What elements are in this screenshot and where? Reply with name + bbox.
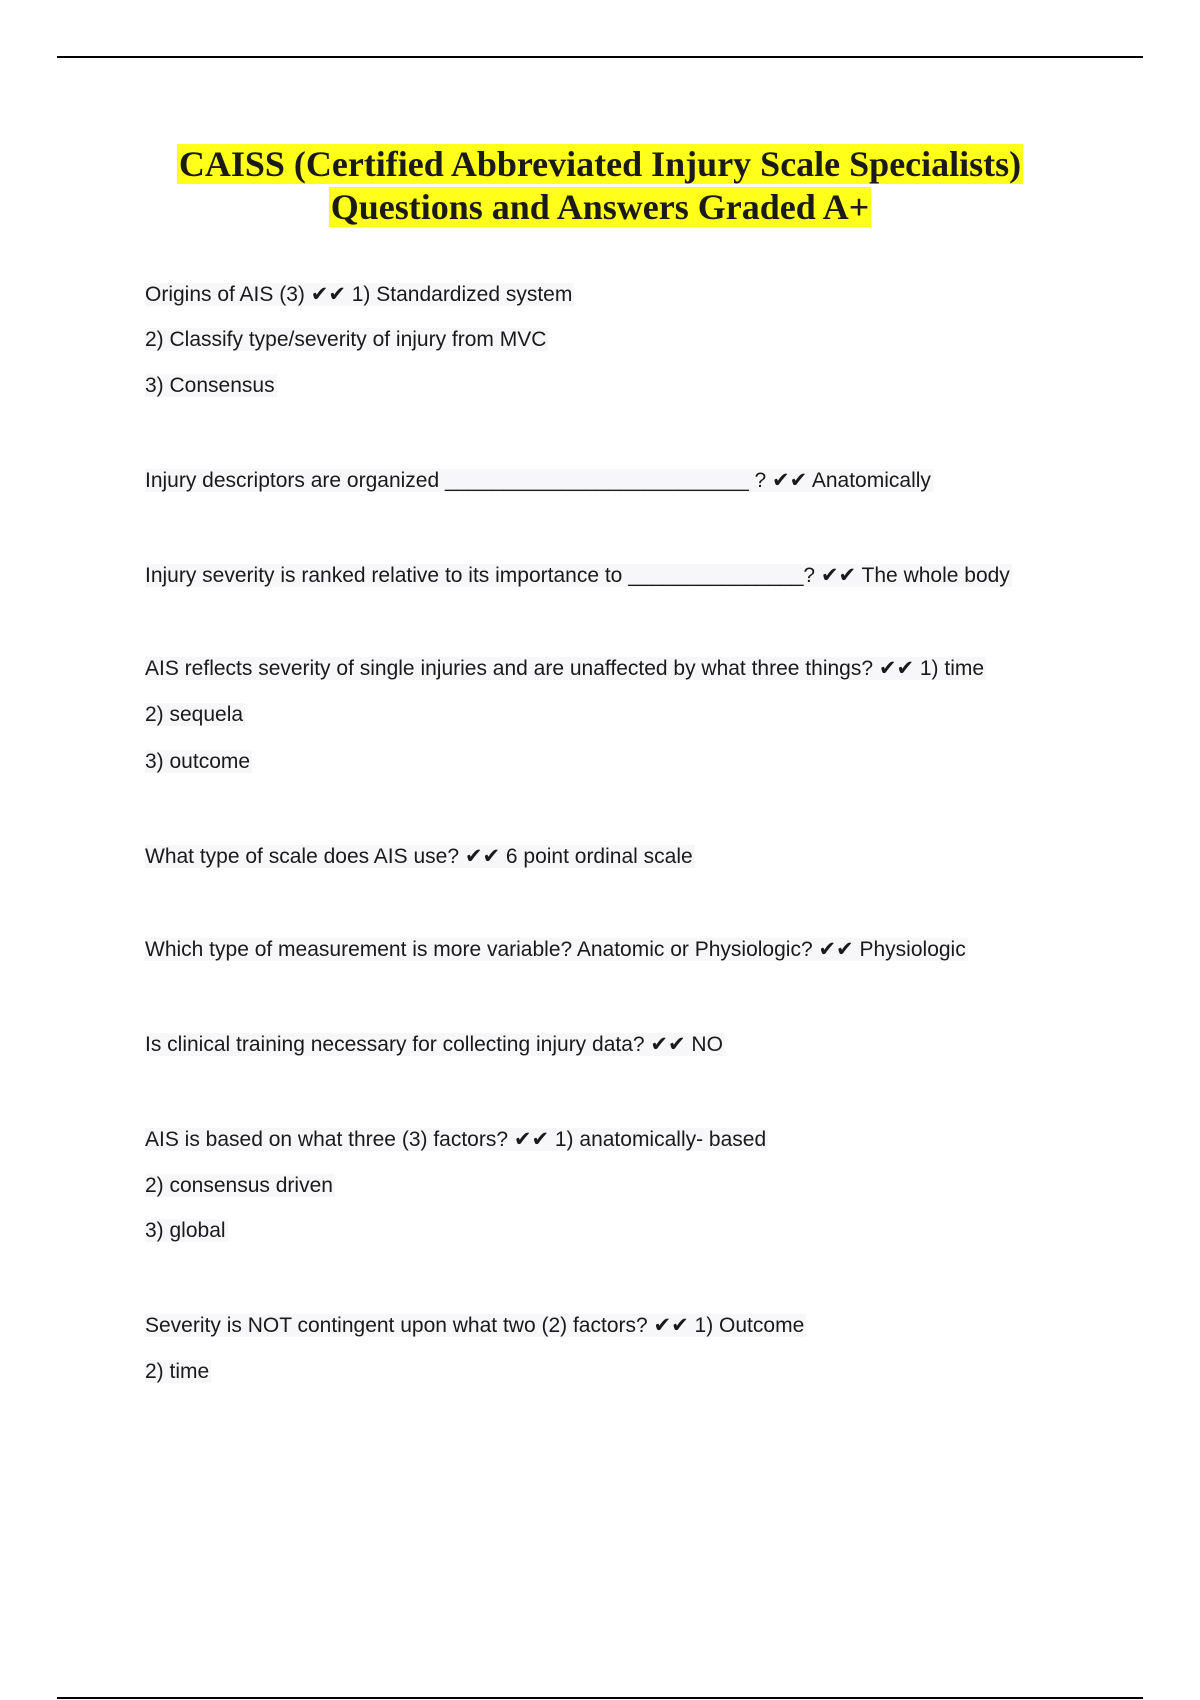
qa-line-9: What type of scale does AIS use? ✔✔ 6 point ordinal scale: [145, 845, 693, 868]
title-line-2: Questions and Answers Graded A+: [330, 187, 870, 227]
qa-line-5: Injury severity is ranked relative to its importance to _______________? ✔✔ The whole body: [145, 564, 1010, 587]
qa-line-8: 3) outcome: [145, 750, 251, 773]
qa-line-3: 3) Consensus: [145, 374, 275, 397]
qa-line-14: 3) global: [145, 1219, 226, 1242]
qa-line-4: Injury descriptors are organized __________________________ ? ✔✔ Anatomically: [145, 469, 931, 492]
qa-line-11: Is clinical training necessary for collecting injury data? ✔✔ NO: [145, 1033, 723, 1056]
qa-line-13: 2) consensus driven: [145, 1174, 333, 1197]
qa-line-1: Origins of AIS (3) ✔✔ 1) Standardized system: [145, 283, 573, 306]
top-rule: [57, 56, 1143, 58]
qa-line-6: AIS reflects severity of single injuries and are unaffected by what three things? ✔✔ 1) time: [145, 657, 985, 680]
qa-line-16: 2) time: [145, 1360, 210, 1383]
qa-line-12: AIS is based on what three (3) factors? ✔✔ 1) anatomically- based: [145, 1128, 767, 1151]
qa-line-7: 2) sequela: [145, 703, 244, 726]
document-title: [0, 143, 1200, 229]
title-line-1: CAISS (Certified Abbreviated Injury Scale Specialists): [178, 144, 1022, 184]
qa-line-10: Which type of measurement is more variable? Anatomic or Physiologic? ✔✔ Physiologic: [145, 938, 966, 961]
bottom-rule: [57, 1697, 1143, 1699]
qa-line-15: Severity is NOT contingent upon what two (2) factors? ✔✔ 1) Outcome: [145, 1314, 805, 1337]
qa-line-2: 2) Classify type/severity of injury from MVC: [145, 328, 547, 351]
